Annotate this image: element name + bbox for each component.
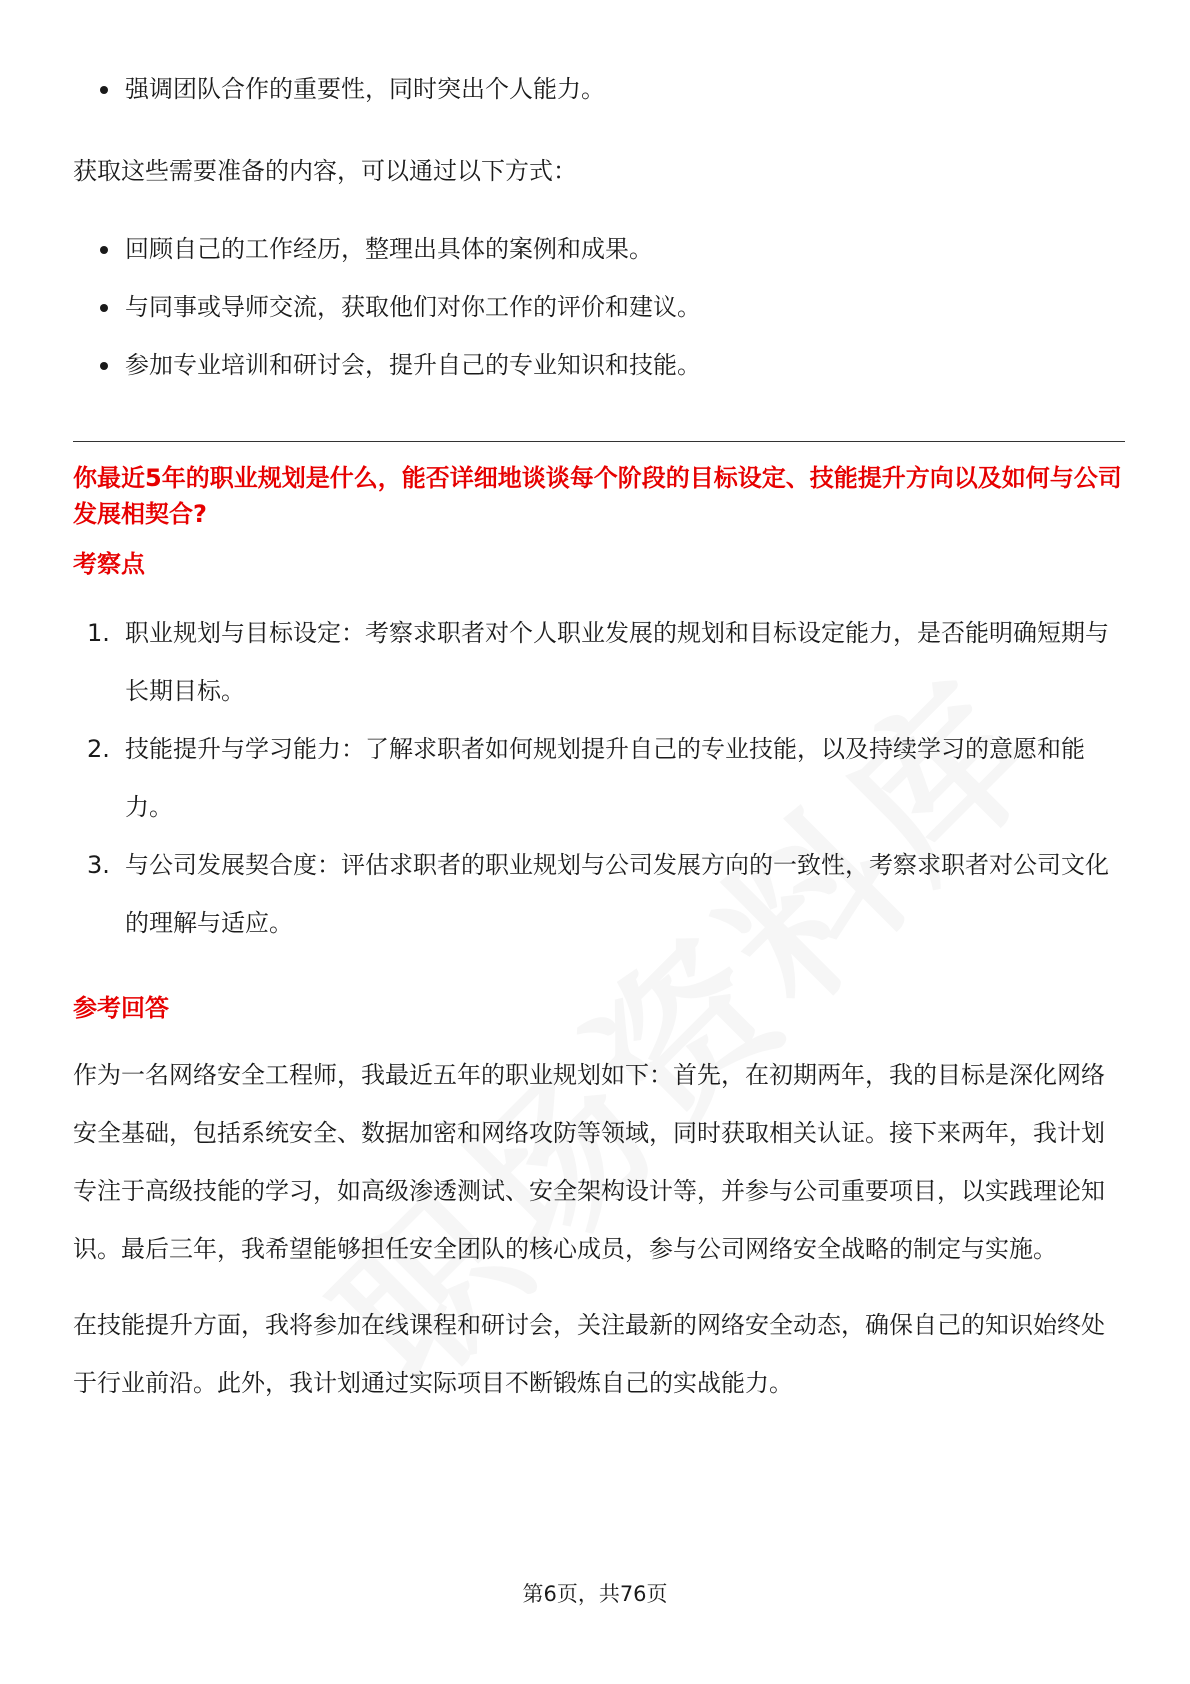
list-item: 参加专业培训和研讨会，提升自己的专业知识和技能。 xyxy=(73,336,1125,394)
bullet-dot-icon xyxy=(100,304,108,312)
question-heading: 你最近5年的职业规划是什么，能否详细地谈谈每个阶段的目标设定、技能提升方向以及如何与公司发展相契合? xyxy=(73,464,1122,528)
bullet-dot-icon xyxy=(100,86,108,94)
bullet-dot-icon xyxy=(100,246,108,254)
focus-points-list xyxy=(73,604,1125,952)
list-item: 2. 技能提升与学习能力：了解求职者如何规划提升自己的专业技能，以及持续学习的意愿和能力。 xyxy=(87,735,1085,821)
list-item: 回顾自己的工作经历，整理出具体的案例和成果。 xyxy=(73,220,1125,278)
section-title-focus: 考察点 xyxy=(73,550,145,578)
list-item: 强调团队合作的重要性，同时突出个人能力。 xyxy=(73,60,1125,118)
bullet-dot-icon xyxy=(100,362,108,370)
list-item: 3. 与公司发展契合度：评估求职者的职业规划与公司发展方向的一致性，考察求职者对公司文化的理解与适应。 xyxy=(87,851,1109,937)
list-item: 与同事或导师交流，获取他们对你工作的评价和建议。 xyxy=(73,278,1125,336)
list-item: 1. 职业规划与目标设定：考察求职者对个人职业发展的规划和目标设定能力，是否能明确短期与长期目标。 xyxy=(87,619,1109,705)
answer-paragraph: 作为一名网络安全工程师，我最近五年的职业规划如下：首先，在初期两年，我的目标是深化网络安全基础，包括系统安全、数据加密和网络攻防等领域，同时获取相关认证。接下来两年，我计划专注于高级技能的学习，如高级渗透测试、安全架构设计等，并参与公司重要项目，以实践理论知识。最后三年，我希望能够担任安全团队的核心成员，参与公司网络安全战略的制定与实施。 xyxy=(73,1061,1105,1263)
section-title-answer: 参考回答 xyxy=(73,994,169,1022)
document-page xyxy=(73,0,1125,1412)
method-bullet-list xyxy=(73,220,1125,394)
top-bullet-list xyxy=(73,60,1125,118)
intro-paragraph: 获取这些需要准备的内容，可以通过以下方式： xyxy=(73,157,577,185)
page-footer: 第6页，共76页 xyxy=(522,1582,668,1606)
answer-paragraph: 在技能提升方面，我将参加在线课程和研讨会，关注最新的网络安全动态，确保自己的知识始终处于行业前沿。此外，我计划通过实际项目不断锻炼自己的实战能力。 xyxy=(73,1311,1105,1397)
section-divider xyxy=(73,441,1125,442)
